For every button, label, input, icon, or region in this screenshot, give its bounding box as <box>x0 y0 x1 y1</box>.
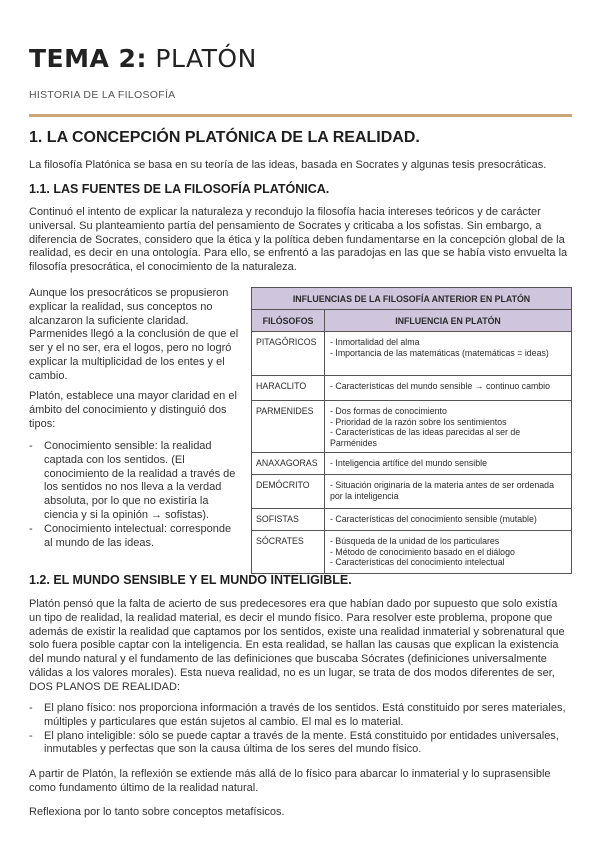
influence-item: - Situación originaria de la materia antes de ser ordenada por la inteligencia <box>330 480 554 501</box>
influence-item: - Prioridad de la razón sobre los sentimientos <box>330 416 507 427</box>
philosopher-name: SÓCRATES <box>252 531 325 573</box>
influence-item: - Método de conocimiento basado en el diálogo <box>330 546 515 557</box>
table-row <box>252 509 571 531</box>
list-item: - Conocimiento intelectual: corresponde al mundo de las ideas. <box>29 523 241 551</box>
table-header-row <box>252 310 571 332</box>
subsection-heading-sources: 1.1. LAS FUENTES DE LA FILOSOFÍA PLATÓNICA. <box>29 182 330 196</box>
table-row <box>252 332 571 376</box>
influences-table <box>251 287 572 574</box>
influence-cell <box>325 531 571 573</box>
table-title: INFLUENCIAS DE LA FILOSOFÍA ANTERIOR EN PLATÓN <box>252 288 571 310</box>
influence-cell <box>325 401 571 452</box>
influence-cell <box>325 332 571 375</box>
list-item: - El plano físico: nos proporciona información a través de los sentidos. Está constituido por seres materiales, múltiples y particulares que están sujetos al cambio. El mal es lo material. <box>29 702 572 730</box>
influence-item: - Características del conocimiento sensible (mutable) <box>330 514 537 524</box>
list-item: - El plano inteligible: sólo se puede captar a través de la mente. Está constituido por entidades universales, inmutables y perfectas que son la causa última de los seres del mundo físico. <box>29 730 572 758</box>
intro-paragraph: La filosofía Platónica se basa en su teoría de las ideas, basada en Socrates y algunas tesis presocráticas. <box>29 159 547 171</box>
influence-item: - Importancia de las matemáticas (matemáticas = ideas) <box>330 347 549 358</box>
influence-cell <box>325 453 571 474</box>
philosopher-name: DEMÓCRITO <box>252 475 325 508</box>
table-row <box>252 376 571 401</box>
header-divider <box>29 114 572 117</box>
planes-list <box>29 702 572 757</box>
influence-cell <box>325 509 571 530</box>
knowledge-list <box>29 440 241 550</box>
title-rest: PLATÓN <box>146 44 257 73</box>
influence-item: - Dos formas de conocimiento <box>330 406 447 416</box>
table-row <box>252 453 571 475</box>
philosopher-name: SOFISTAS <box>252 509 325 530</box>
final-paragraph: Reflexiona por lo tanto sobre conceptos metafísicos. <box>29 806 285 818</box>
column-header-philosophers: FILÓSOFOS <box>252 310 325 331</box>
page-subtitle: HISTORIA DE LA FILOSOFÍA <box>29 89 176 101</box>
philosopher-name: PITAGÓRICOS <box>252 332 325 375</box>
closing-paragraph: A partir de Platón, la reflexión se extiende más allá de lo físico para abarcar lo inmaterial y lo suprasensible como fundamento último de la realidad natural. <box>29 768 551 794</box>
section-heading: 1. LA CONCEPCIÓN PLATÓNICA DE LA REALIDAD. <box>29 129 420 146</box>
influence-item: - Características de las ideas parecidas al ser de Parménides <box>330 427 521 448</box>
philosopher-name: HARACLITO <box>252 376 325 400</box>
table-row <box>252 475 571 509</box>
table-row <box>252 531 571 573</box>
philosopher-name: ANAXAGORAS <box>252 453 325 474</box>
presocratics-paragraph: Aunque los presocráticos se propusieron explicar la realidad, sus conceptos no alcanzaron la suficiente claridad. Parmenides llegó a la conclusión de que el ser y el no ser, era el logos, pero no logró explicar la multiplicidad de los entes y el cambio. <box>29 287 239 382</box>
column-header-influence: INFLUENCIA EN PLATÓN <box>395 316 501 326</box>
plato-knowledge-paragraph: Platón, establece una mayor claridad en el ámbito del conocimiento y distinguió dos tipos: <box>29 390 237 430</box>
worlds-paragraph: Platón pensó que la falta de acierto de sus predecesores era que habían dado por supuesto que solo existía un tipo de realidad, la realidad material, es decir el mundo físico. Para resolver este problema, propone que además de existir la realidad que captamos por los sentidos, existe una realidad inmaterial y sobrenatural que solo fuera posible captar con la inteligencia. En esta realidad, se hallan las causas que explican la existencia del mundo natural y el fundamento de las definiciones que buscaba Sócrates (definiciones universalmente válidas a los valores morales). Esta nueva realidad, no es un lugar, se trata de dos modos diferentes de ser, DOS PLANOS DE REALIDAD: <box>29 598 565 693</box>
influence-item: - Inmortalidad del alma <box>330 337 420 347</box>
title-bold: TEMA 2: <box>29 44 147 73</box>
table-row <box>252 401 571 453</box>
influence-item: - Características del conocimiento intelectual <box>330 557 505 568</box>
influence-cell <box>325 475 571 508</box>
subsection-heading-worlds: 1.2. EL MUNDO SENSIBLE Y EL MUNDO INTELIGIBLE. <box>29 573 352 587</box>
philosopher-name: PARMENIDES <box>252 401 325 452</box>
influence-item: - Características del mundo sensible → continuo cambio <box>330 381 551 391</box>
influence-item: - Búsqueda de la unidad de los particulares <box>330 536 500 546</box>
sources-paragraph: Continuó el intento de explicar la naturaleza y recondujo la filosofía hacia intereses teóricos y de carácter universal. Su planteamiento partía del pensamiento de Socrates y criticaba a los sofistas. Sin embargo, a diferencia de Socrates, considero que la ética y la política deben fundamentarse en la concepción global de la realidad, es decir en una ontología. Para ello, se enfrentó a las paradojas en las que se había visto envuelta la filosofía presocrática, el conocimiento de la naturaleza. <box>29 206 568 274</box>
influence-item: - Inteligencia artífice del mundo sensible <box>330 458 487 468</box>
list-item: - Conocimiento sensible: la realidad captada con los sentidos. (El conocimiento de la realidad a través de los sentidos no nos lleva a la verdad absoluta, por lo que no existiría la ciencia y si la opinión → sofistas). <box>29 440 241 523</box>
page-title <box>29 44 257 73</box>
influence-cell <box>325 376 571 400</box>
